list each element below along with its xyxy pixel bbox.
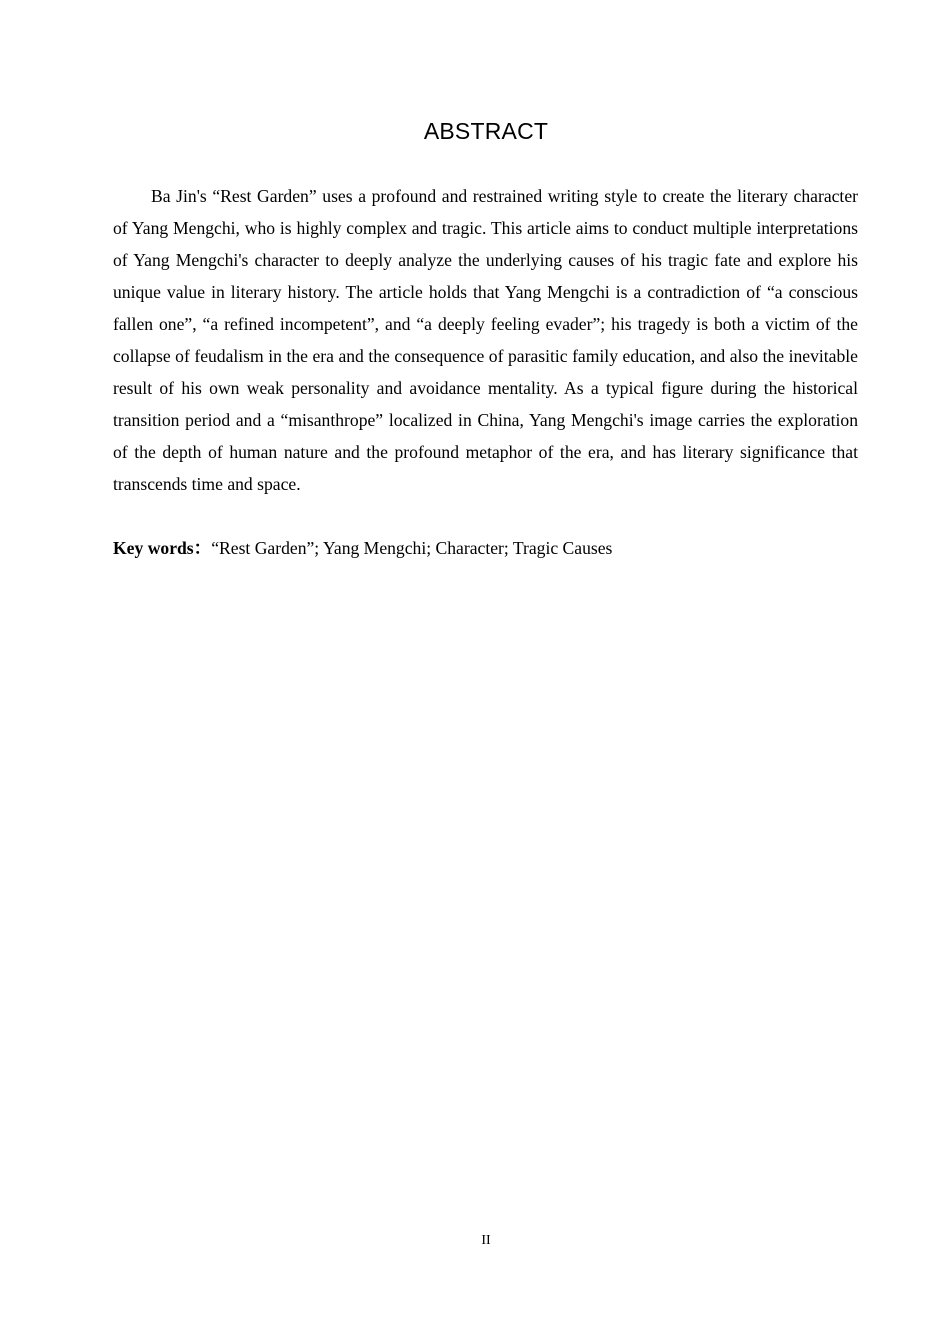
abstract-paragraph: Ba Jin's “Rest Garden” uses a profound and restrained writing style to create the literary character of Yang Mengchi, who is highly complex and tragic. This article aims to conduct multiple interpretations of Yang Mengchi's character to deeply analyze the underlying causes of his tragic fate and explore his unique value in literary history. The article holds that Yang Mengchi is a contradiction of “a conscious fallen one”, “a refined incompetent”, and “a deeply feeling evader”; his tragedy is both a victim of the collapse of feudalism in the era and the consequence of parasitic family education, and also the inevitable result of his own weak personality and avoidance mentality. As a typical figure during the historical transition period and a “misanthrope” localized in China, Yang Mengchi's image carries the exploration of the depth of human nature and the profound metaphor of the era, and has literary significance that transcends time and space.: [113, 186, 858, 494]
page-number: II: [481, 1233, 491, 1248]
keywords-line: [113, 532, 858, 564]
keywords-text: “Rest Garden”; Yang Mengchi; Character; Tragic Causes: [211, 538, 613, 558]
page-title: ABSTRACT: [423, 118, 549, 144]
keywords-label: Key words：: [113, 538, 212, 558]
